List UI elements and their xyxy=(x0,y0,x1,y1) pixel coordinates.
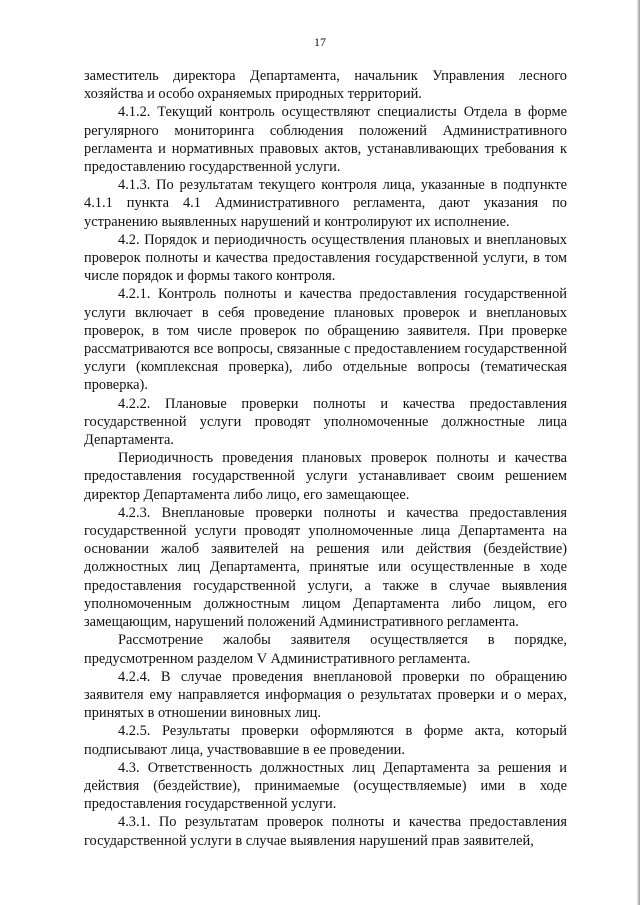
page-number: 17 xyxy=(314,35,326,49)
paragraph: 4.3. Ответственность должностных лиц Департамента за решения и действия (бездействие), принимаемые (осуществляемые) ими в ходе предоставления государственной услуги. xyxy=(84,759,567,813)
paragraph: Периодичность проведения плановых проверок полноты и качества предоставления государственной услуги устанавливает своим решением директор Департамента либо лицо, его замещающее. xyxy=(84,450,567,503)
paragraph: 4.2.5. Результаты проверки оформляются в форме акта, который подписывают лица, участвовавшие в ее проведении. xyxy=(84,723,567,758)
paragraph: 4.2.1. Контроль полноты и качества предоставления государственной услуги включает в себя проведение плановых проверок и внеплановых проверок, в том числе проверок по обращению заявителя. При проверке рассматриваются все вопросы, связанные с предоставлением государственной услуги (комплексная проверка), либо отдельные вопросы (тематическая проверка). xyxy=(84,286,567,394)
paragraph: 4.2.4. В случае проведения внеплановой проверки по обращению заявителя ему направляется информация о результатах проверки и о мерах, принятых в отношении виновных лиц. xyxy=(84,668,567,722)
paragraph: Рассмотрение жалобы заявителя осуществляется в порядке, предусмотренном разделом V Административного регламента. xyxy=(84,632,567,667)
paragraph: 4.2.2. Плановые проверки полноты и качества предоставления государственной услуги проводят уполномоченные должностные лица Департамента. xyxy=(84,395,567,449)
paragraph: 4.2.3. Внеплановые проверки полноты и качества предоставления государственной услуги проводят уполномоченные лица Департамента на основании жалоб заявителей на решения или действия (бездействие) должностных лиц Департамента, принятые или осуществленные в ходе предоставления государственной услуги, а также в случае выявления уполномоченным должностным лицом Департамента либо лицом, его замещающим, нарушений положений Административного регламента. xyxy=(84,504,567,631)
paragraph: заместитель директора Департамента, начальник Управления лесного хозяйства и особо охраняемых природных территорий. xyxy=(84,68,567,103)
paragraph: 4.3.1. По результатам проверок полноты и качества предоставления государственной услуги в случае выявления нарушений прав заявителей, xyxy=(84,814,567,849)
document-body xyxy=(84,67,567,850)
paragraph: 4.1.2. Текущий контроль осуществляют специалисты Отдела в форме регулярного мониторинга соблюдения положений Административного регламента и нормативных правовых актов, устанавливающих требования к предоставлению государственной услуги. xyxy=(84,104,567,176)
paragraph: 4.1.3. По результатам текущего контроля лица, указанные в подпункте 4.1.1 пункта 4.1 Административного регламента, дают указания по устранению выявленных нарушений и контролируют их исполнение. xyxy=(84,177,567,230)
paragraph: 4.2. Порядок и периодичность осуществления плановых и внеплановых проверок полноты и качества предоставления государственной услуги, в том числе порядок и формы такого контроля. xyxy=(84,231,567,285)
